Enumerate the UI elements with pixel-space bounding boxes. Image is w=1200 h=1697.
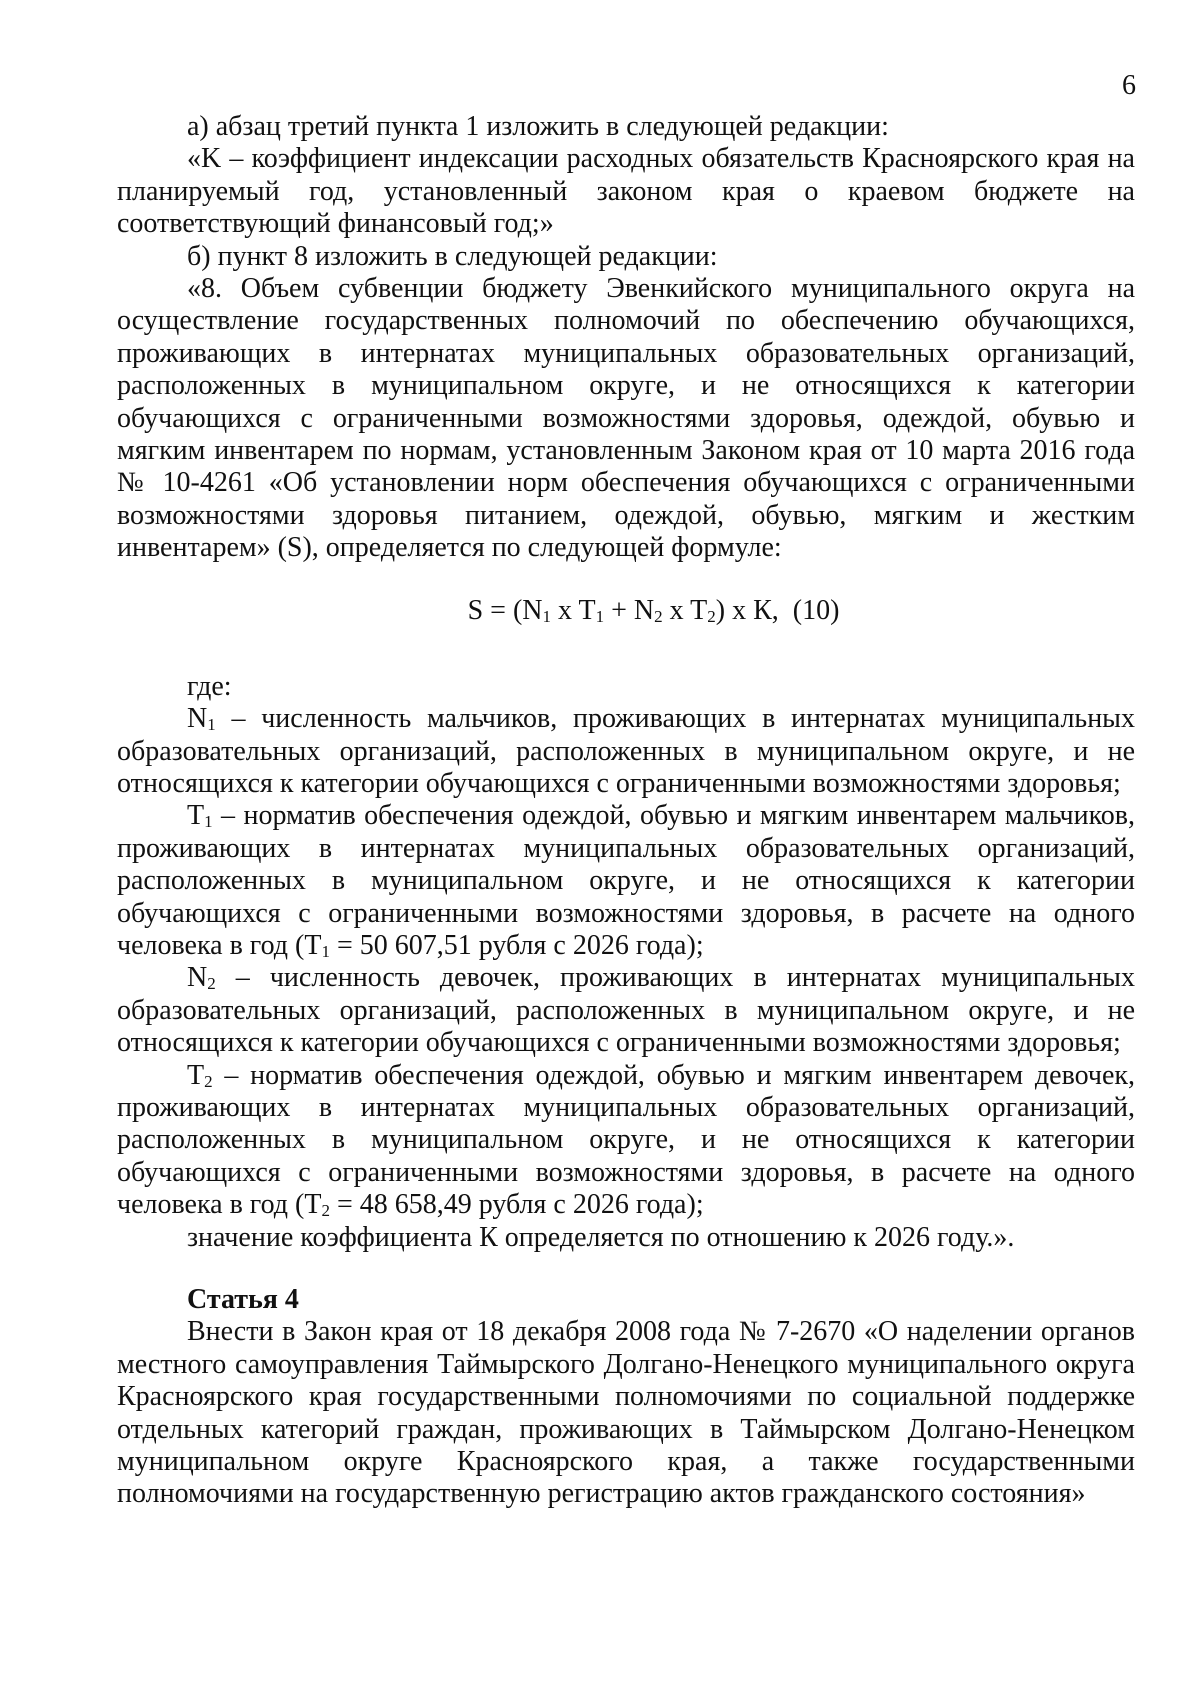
formula-part: x T [551,594,596,626]
definition-value: = 50 607,51 рубля с 2026 года); [329,929,704,961]
definition-n1 [117,703,1135,800]
formula-part: S = (N [467,594,543,626]
symbol-subscript: 2 [321,1201,330,1221]
definition-text: – численность мальчиков, проживающих в интернатах муниципальных образовательных организаций, расположенных в муниципальном округе, и не относящихся к категории обучающихся с ограниченными возможностями здоровья; [117,703,1135,799]
paragraph-item-8: «8. Объем субвенции бюджету Эвенкийского муниципального округа на осуществление государственных полномочий по обеспечению обучающихся, проживающих в интернатах муниципальных образовательных организаций, расположенных в муниципальном округе, и не относящихся к категории обучающихся с ограниченными возможностями здоровья, одеждой, обувью и мягким инвентарем по нормам, установленным Законом края от 10 марта 2016 года № 10-4261 «Об установлении норм обеспечения обучающихся с ограниченными возможностями здоровья питанием, одеждой, обувью, мягким и жестким инвентарем» (S), определяется по следующей формуле: [117,273,1135,564]
spacer [117,1254,1135,1284]
formula [117,595,1135,627]
definition-text: – норматив обеспечения одеждой, обувью и мягким инвентарем девочек, проживающих в интернатах муниципальных образовательных организаций, расположенных в муниципальном округе, и не относящихся к категории обучающихся с ограниченными возможностями здоровья, в расчете на одного человека в год (T [117,1059,1135,1221]
article-text: Внести в Закон края от 18 декабря 2008 года № 7-2670 «О наделении органов местного самоуправления Таймырского Долгано-Ненецкого муниципального округа Красноярского края государственными полномочиями по социальной поддержке отдельных категорий граждан, проживающих в Таймырском Долгано-Ненецком муниципальном округе Красноярского края, а также государственными полномочиями на государственную регистрацию актов гражданского состояния» [117,1316,1135,1510]
symbol: N [187,962,208,994]
document-body [117,111,1135,1511]
definition-text: – численность девочек, проживающих в интернатах муниципальных образовательных организаций, расположенных в муниципальном округе, и не относящихся к категории обучающихся с ограниченными возможностями здоровья; [117,962,1135,1059]
k-value-paragraph: значение коэффициента К определяется по отношению к 2026 году.». [187,1221,1015,1253]
symbol: N [187,703,208,735]
symbol-subscript: 1 [321,941,330,961]
symbol-subscript: 2 [207,974,216,994]
formula-subscript: 1 [542,606,552,626]
formula-subscript: 1 [595,606,605,626]
paragraph-b: б) пункт 8 изложить в следующей редакции: [187,240,718,272]
where-label: где: [187,670,232,702]
formula-part: x T [662,594,708,626]
symbol-subscript: 1 [204,812,213,832]
formula-part: + N [604,594,655,626]
paragraph-a: а) абзац третий пункта 1 изложить в следующей редакции: [187,111,889,142]
symbol-subscript: 2 [204,1071,213,1091]
definition-n2 [117,962,1135,1059]
formula-number: (10) [792,594,840,626]
definition-text: – норматив обеспечения одеждой, обувью и мягким инвентарем мальчиков, проживающих в интернатах муниципальных образовательных организаций, расположенных в муниципальном округе, и не относящихся к категории обучающихся с ограниченными возможностями здоровья, в расчете на одного человека в год (T [117,800,1135,961]
symbol-subscript: 1 [207,715,216,735]
page-number: 6 [1122,70,1136,101]
symbol: T [187,1059,205,1091]
definition-value: = 48 658,49 рубля с 2026 года); [329,1189,704,1221]
formula-subscript: 2 [654,606,663,626]
article-heading: Статья 4 [187,1284,299,1315]
definition-t2 [117,1060,1135,1222]
symbol: T [187,800,205,832]
formula-subscript: 2 [707,606,716,626]
definition-t1 [117,800,1135,962]
formula-part: ) x К, [715,594,779,626]
paragraph-k-definition: «K – коэффициент индексации расходных обязательств Красноярского края на планируемый год, установленный законом края о краевом бюджете на соответствующий финансовый год;» [117,143,1135,240]
